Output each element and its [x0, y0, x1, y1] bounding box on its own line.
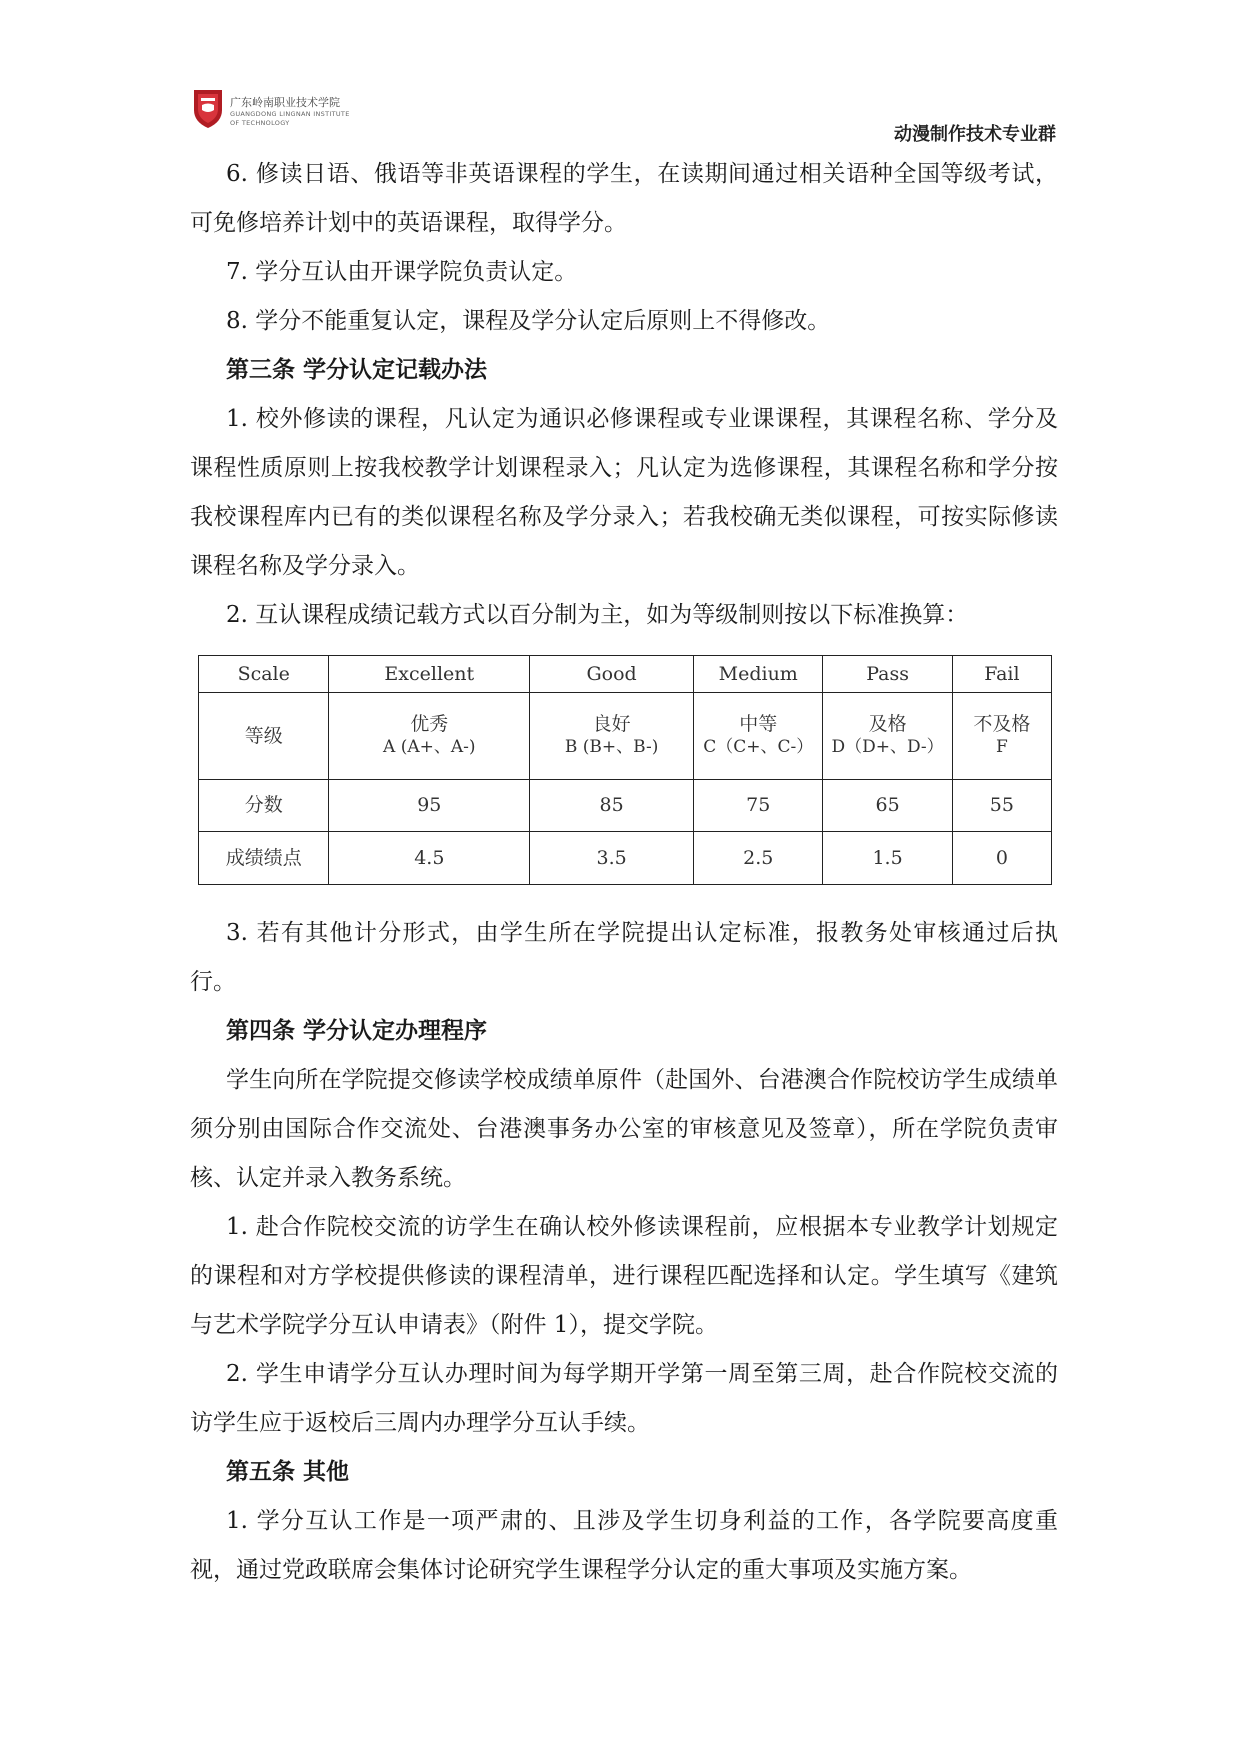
grade-label-cell: 等级 — [199, 693, 329, 780]
scale-cell: Fail — [952, 656, 1051, 693]
score-cell: 75 — [694, 780, 823, 832]
section-3-item-3: 3. 若有其他计分形式，由学生所在学院提出认定标准，报教务处审核通过后执行。 — [190, 920, 1058, 995]
grade-sub: F — [995, 737, 1008, 757]
paragraph-7: 7. 学分互认由开课学院负责认定。 — [226, 259, 578, 285]
grade-name: 不及格 — [973, 713, 1031, 735]
section-5-item-1: 1. 学分互认工作是一项严肃的、且涉及学生切身利益的工作，各学院要高度重视，通过党政联席会集体讨论研究学生课程学分认定的重大事项及实施方案。 — [190, 1508, 1058, 1583]
grade-cell — [530, 693, 694, 780]
gpa-cell: 4.5 — [329, 832, 530, 885]
paragraph-8: 8. 学分不能重复认定，课程及学分认定后原则上不得修改。 — [226, 308, 831, 334]
gpa-cell: 3.5 — [530, 832, 694, 885]
section-4-intro: 学生向所在学院提交修读学校成绩单原件（赴国外、台港澳合作院校访学生成绩单须分别由国际合作交流处、台港澳事务办公室的审核意见及签章），所在学院负责审核、认定并录入教务系统。 — [190, 1067, 1058, 1191]
grade-name: 中等 — [739, 713, 778, 735]
gpa-label-cell: 成绩绩点 — [199, 832, 329, 885]
section-3-item-1: 1. 校外修读的课程，凡认定为通识必修课程或专业课课程，其课程名称、学分及课程性质原则上按我校教学计划课程录入；凡认定为选修课程，其课程名称和学分按我校课程库内已有的类似课程名称及学分录入；若我校确无类似课程，可按实际修读课程名称及学分录入。 — [190, 406, 1058, 579]
score-cell: 85 — [530, 780, 694, 832]
grade-name: 及格 — [868, 713, 907, 735]
grade-name: 优秀 — [410, 713, 449, 735]
scale-cell: Excellent — [329, 656, 530, 693]
section-4-heading: 第四条 学分认定办理程序 — [226, 1018, 488, 1044]
college-logo — [192, 88, 472, 140]
major-group-title: 动漫制作技术专业群 — [894, 124, 1056, 145]
document-body — [190, 150, 1058, 1595]
score-label-cell: 分数 — [199, 780, 329, 832]
table-row-grade — [199, 693, 1052, 780]
table-row-scale — [199, 656, 1052, 693]
grade-cell — [329, 693, 530, 780]
grade-sub: C（C+、C-） — [703, 737, 814, 757]
table-row-gpa — [199, 832, 1052, 885]
gpa-cell: 2.5 — [694, 832, 823, 885]
section-4-item-1: 1. 赴合作院校交流的访学生在确认校外修读课程前，应根据本专业教学计划规定的课程和对方学校提供修读的课程清单，进行课程匹配选择和认定。学生填写《建筑与艺术学院学分互认申请表》（附件 1），提交学院。 — [190, 1214, 1058, 1338]
grade-sub: D（D+、D-） — [831, 737, 944, 757]
score-cell: 95 — [329, 780, 530, 832]
logo-cn-text: 广东岭南职业技术学院 — [230, 96, 340, 109]
college-shield-icon — [192, 88, 224, 130]
page-header — [0, 0, 1240, 145]
scale-label-cell: Scale — [199, 656, 329, 693]
grade-cell — [952, 693, 1051, 780]
paragraph-6: 6. 修读日语、俄语等非英语课程的学生，在读期间通过相关语种全国等级考试，可免修培养计划中的英语课程，取得学分。 — [190, 161, 1058, 236]
scale-cell: Pass — [823, 656, 952, 693]
grade-cell — [694, 693, 823, 780]
table-row-score — [199, 780, 1052, 832]
gpa-cell: 0 — [952, 832, 1051, 885]
section-4-item-2: 2. 学生申请学分互认办理时间为每学期开学第一周至第三周，赴合作院校交流的访学生应于返校后三周内办理学分互认手续。 — [190, 1361, 1058, 1436]
grade-name: 良好 — [592, 713, 631, 735]
scale-cell: Good — [530, 656, 694, 693]
grade-cell — [823, 693, 952, 780]
section-5-heading: 第五条 其他 — [226, 1459, 350, 1485]
section-3-heading: 第三条 学分认定记载办法 — [226, 357, 488, 383]
score-cell: 65 — [823, 780, 952, 832]
grade-sub: B (B+、B-) — [564, 737, 659, 757]
logo-en-text: GUANGDONG LINGNAN INSTITUTE OF TECHNOLOGY — [230, 110, 350, 127]
grade-sub: A (A+、A-) — [383, 737, 476, 757]
grade-conversion-table — [198, 655, 1052, 885]
section-3-item-2: 2. 互认课程成绩记载方式以百分制为主，如为等级制则按以下标准换算： — [226, 602, 969, 628]
gpa-cell: 1.5 — [823, 832, 952, 885]
score-cell: 55 — [952, 780, 1051, 832]
scale-cell: Medium — [694, 656, 823, 693]
